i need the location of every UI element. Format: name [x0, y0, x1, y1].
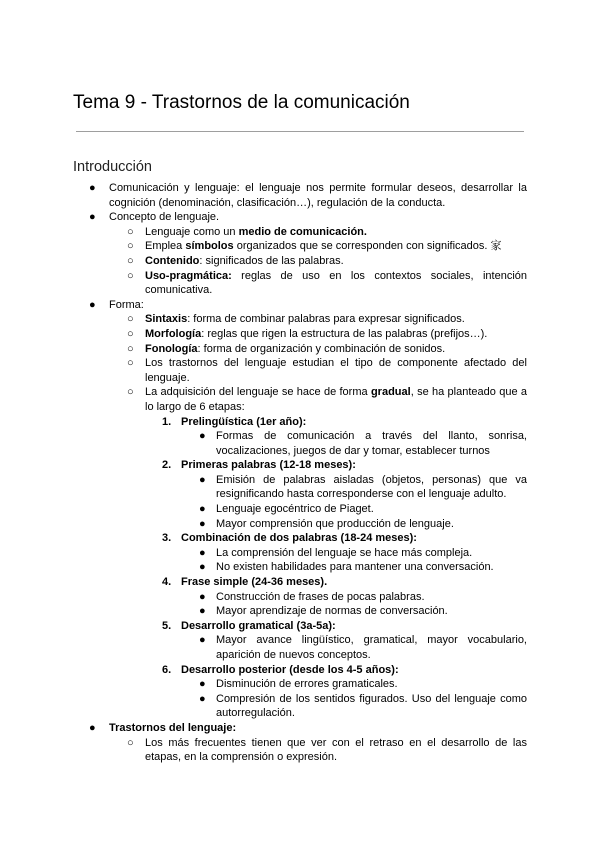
item-text: Lenguaje como un: [145, 225, 239, 238]
item-bold-text: Uso-pragmática:: [145, 269, 232, 282]
item-text: La adquisición del lenguaje se hace de forma: [145, 386, 371, 399]
list-item: [0, 254, 527, 269]
bullet-icon: ●: [89, 298, 96, 311]
item-bold-text: Sintaxis: [145, 313, 188, 326]
item-text: Disminución de errores gramaticales.: [216, 678, 398, 691]
list-item: [0, 342, 527, 357]
bullet-icon: ●: [199, 692, 206, 705]
stage-heading: [0, 663, 527, 678]
circle-bullet-icon: ○: [127, 313, 134, 326]
item-bold-text: medio de comunicación.: [238, 225, 367, 238]
item-bold-text: Morfología: [145, 327, 202, 340]
stage-heading: [0, 415, 527, 430]
stage-heading: [0, 575, 527, 590]
item-text: Los más frecuentes tienen que ver con el retraso en el desarrollo de las etapas, en la comprensión o expresión.: [145, 736, 527, 764]
list-item: [0, 590, 527, 605]
list-item: [0, 473, 527, 502]
stage-title: Primeras palabras (12-18 meses):: [181, 459, 356, 472]
bullet-icon: ●: [199, 473, 206, 486]
stage-title: Frase simple (24-36 meses).: [181, 576, 328, 589]
item-text: Formas de comunicación a través del llanto, sonrisa, vocalizaciones, juegos de dar y tomar, establecer turnos: [216, 430, 527, 457]
list-item: [0, 239, 527, 254]
item-text: Lenguaje egocéntrico de Piaget.: [216, 503, 374, 516]
list-item: [0, 210, 527, 225]
list-item: [0, 736, 527, 765]
bullet-icon: ●: [199, 605, 206, 618]
item-bold-text: Contenido: [145, 254, 200, 267]
list-item: [0, 269, 527, 298]
item-text: : significados de las palabras.: [199, 254, 344, 267]
bullet-icon: ●: [199, 546, 206, 559]
item-text: Mayor comprensión que producción de lenguaje.: [216, 517, 454, 530]
list-item: [0, 721, 527, 736]
list-item: [0, 517, 527, 532]
stage-title: Desarrollo gramatical (3a-5a):: [181, 619, 336, 632]
item-text: : forma de organización y combinación de sonidos.: [197, 342, 446, 355]
circle-bullet-icon: ○: [127, 327, 134, 340]
document-body: [0, 181, 600, 765]
circle-bullet-icon: ○: [127, 269, 134, 282]
list-item: [0, 604, 527, 619]
item-text: Compresión de los sentidos figurados. Uso del lenguaje como autorregulación.: [216, 692, 527, 720]
circle-bullet-icon: ○: [127, 240, 134, 253]
bullet-icon: ●: [199, 430, 206, 443]
stage-number: 5.: [162, 619, 172, 632]
stage-number: 2.: [162, 459, 172, 472]
circle-bullet-icon: ○: [127, 736, 134, 749]
item-text: reglas de uso en los contextos sociales, intención comunicativa.: [145, 269, 527, 297]
item-bold-text: Trastornos del lenguaje:: [109, 721, 237, 734]
item-text: Emisión de palabras aisladas (objetos, personas) que va resignificando hasta corresponderse con el lenguaje adulto.: [216, 473, 527, 501]
list-item: [0, 356, 527, 385]
list-item: [0, 225, 527, 240]
circle-bullet-icon: ○: [127, 254, 134, 267]
list-item: [0, 677, 527, 692]
stage-number: 3.: [162, 532, 172, 545]
list-item: [0, 385, 527, 414]
stage-title: Prelingüística (1er año):: [181, 415, 307, 428]
list-item: [0, 546, 527, 561]
list-item: [0, 181, 527, 210]
item-text: Mayor avance lingüístico, gramatical, mayor vocabulario, aparición de nuevos conceptos.: [216, 634, 527, 661]
bullet-icon: ●: [89, 721, 96, 734]
item-text: Concepto de lenguaje.: [109, 211, 220, 224]
stage-heading: [0, 531, 527, 546]
circle-bullet-icon: ○: [127, 225, 134, 238]
stage-number: 6.: [162, 663, 172, 676]
bullet-icon: ●: [199, 590, 206, 603]
stage-heading: [0, 619, 527, 634]
item-text: Comunicación y lenguaje: el lenguaje nos permite formular deseos, desarrollar la cognición (denominación, clasificación…), regulación de la conducta.: [109, 182, 527, 209]
stage-heading: [0, 458, 527, 473]
circle-bullet-icon: ○: [127, 386, 134, 399]
list-item: [0, 312, 527, 327]
item-bold-text: símbolos: [185, 240, 234, 253]
item-text: No existen habilidades para mantener una conversación.: [216, 561, 494, 574]
item-text: La comprensión del lenguaje se hace más compleja.: [216, 546, 473, 559]
stage-number: 4.: [162, 576, 172, 589]
section-heading: Introducción: [73, 159, 152, 175]
circle-bullet-icon: ○: [127, 342, 134, 355]
stage-title: Combinación de dos palabras (18-24 meses):: [181, 532, 417, 545]
bullet-icon: ●: [89, 182, 96, 194]
item-text: Construcción de frases de pocas palabras.: [216, 590, 425, 603]
item-text: : reglas que rigen la estructura de las palabras (prefijos…).: [201, 327, 488, 340]
document-title: Tema 9 - Trastornos de la comunicación: [73, 92, 410, 113]
item-text: , se ha planteado que a lo largo de 6 etapas:: [145, 386, 527, 413]
stage-title: Desarrollo posterior (desde los 4-5 años):: [181, 663, 399, 676]
item-text: Forma:: [109, 298, 144, 311]
circle-bullet-icon: ○: [127, 357, 134, 370]
list-item: [0, 692, 527, 721]
list-item: [0, 633, 527, 662]
item-text: Emplea: [145, 240, 186, 253]
bullet-icon: ●: [89, 211, 96, 224]
bullet-icon: ●: [199, 678, 206, 691]
item-bold-text: gradual: [370, 386, 411, 399]
bullet-icon: ●: [199, 561, 206, 574]
item-text: Los trastornos del lenguaje estudian el tipo de componente afectado del lenguaje.: [145, 357, 527, 384]
item-text: organizados que se corresponden con significados. 家: [233, 240, 502, 253]
list-item: [0, 560, 527, 575]
stage-number: 1.: [162, 415, 172, 428]
list-item: [0, 429, 527, 458]
item-bold-text: Fonología: [145, 342, 198, 355]
list-item: [0, 298, 527, 313]
bullet-icon: ●: [199, 634, 206, 647]
list-item: [0, 327, 527, 342]
item-text: Mayor aprendizaje de normas de conversación.: [216, 605, 448, 618]
title-divider: [76, 131, 524, 132]
bullet-icon: ●: [199, 503, 206, 516]
list-item: [0, 502, 527, 517]
bullet-icon: ●: [199, 517, 206, 530]
item-text: : forma de combinar palabras para expresar significados.: [187, 313, 465, 326]
